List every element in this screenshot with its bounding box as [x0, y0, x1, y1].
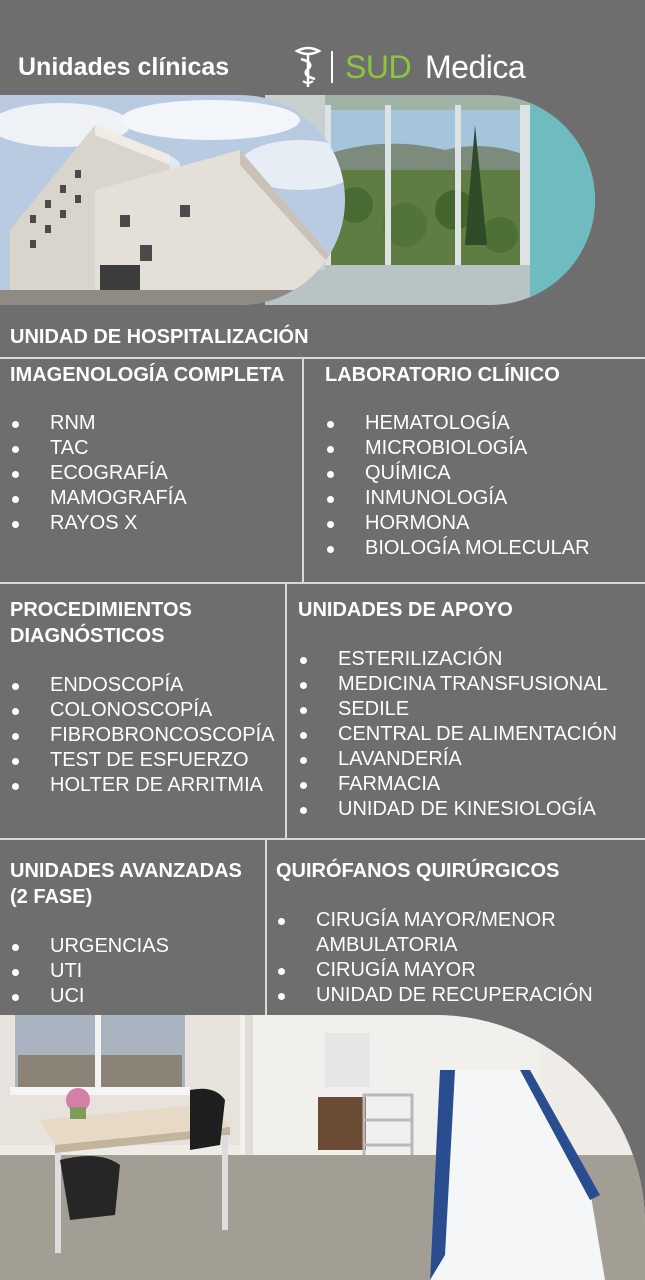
- list-item: HOLTER DE ARRITMIA: [10, 773, 274, 798]
- list-item: CIRUGÍA MAYOR/MENOR AMBULATORIA: [276, 908, 576, 958]
- avanzadas-list: [10, 934, 169, 1009]
- list-item: BIOLOGÍA MOLECULAR: [325, 536, 590, 561]
- procedimientos-title-line2: DIAGNÓSTICOS: [10, 625, 165, 647]
- sudmedica-logo: [293, 45, 553, 89]
- list-item: LAVANDERÍA: [298, 747, 617, 772]
- caduceus-logo-icon: [293, 45, 323, 89]
- list-item: SEDILE: [298, 697, 617, 722]
- list-item: QUÍMICA: [325, 461, 590, 486]
- list-item: UTI: [10, 959, 169, 984]
- laboratorio-list: [325, 411, 590, 561]
- list-item: ECOGRAFÍA: [10, 461, 187, 486]
- list-item: MEDICINA TRANSFUSIONAL: [298, 672, 617, 697]
- divider: [302, 358, 304, 583]
- list-item: TAC: [10, 436, 187, 461]
- hospital-building-photo: [0, 95, 345, 305]
- list-item: RAYOS X: [10, 511, 187, 536]
- procedimientos-list: [10, 673, 274, 798]
- header: [0, 0, 645, 95]
- apoyo-title: UNIDADES DE APOYO: [298, 599, 513, 621]
- list-item: HORMONA: [325, 511, 590, 536]
- laboratorio-title: LABORATORIO CLÍNICO: [325, 364, 560, 386]
- divider: [0, 357, 645, 359]
- list-item: MAMOGRAFÍA: [10, 486, 187, 511]
- imagenologia-title: IMAGENOLOGÍA COMPLETA: [10, 364, 285, 386]
- list-item: UNIDAD DE KINESIOLOGÍA: [298, 797, 617, 822]
- procedimientos-title: [10, 597, 192, 649]
- list-item: UCI: [10, 984, 169, 1009]
- consultation-room-photo: [0, 1015, 645, 1280]
- avanzadas-title: [10, 858, 242, 910]
- quirofanos-list: [276, 908, 636, 1008]
- logo-divider: [331, 51, 333, 83]
- list-item: TEST DE ESFUERZO: [10, 748, 274, 773]
- list-item: COLONOSCOPÍA: [10, 698, 274, 723]
- divider: [285, 583, 287, 838]
- list-item: MICROBIOLOGÍA: [325, 436, 590, 461]
- avanzadas-title-line2: (2 FASE): [10, 886, 93, 908]
- logo-text-sud: SUD: [345, 49, 412, 85]
- list-item: HEMATOLOGÍA: [325, 411, 590, 436]
- list-item: INMUNOLOGÍA: [325, 486, 590, 511]
- list-item: CIRUGÍA MAYOR: [276, 958, 636, 983]
- apoyo-list: [298, 647, 617, 822]
- list-item: URGENCIAS: [10, 934, 169, 959]
- list-item: RNM: [10, 411, 187, 436]
- logo-text-medica: Medica: [425, 49, 526, 85]
- divider: [0, 838, 645, 840]
- list-item: ESTERILIZACIÓN: [298, 647, 617, 672]
- avanzadas-title-line1: UNIDADES AVANZADAS: [10, 860, 242, 882]
- divider: [265, 839, 267, 1015]
- list-item: FIBROBRONCOSCOPÍA: [10, 723, 274, 748]
- divider: [0, 582, 645, 584]
- list-item: FARMACIA: [298, 772, 617, 797]
- quirofanos-title: QUIRÓFANOS QUIRÚRGICOS: [276, 860, 560, 882]
- page-title: Unidades clínicas: [18, 53, 230, 81]
- imagenologia-list: [10, 411, 187, 536]
- procedimientos-title-line1: PROCEDIMIENTOS: [10, 599, 192, 621]
- list-item: ENDOSCOPÍA: [10, 673, 274, 698]
- list-item: UNIDAD DE RECUPERACIÓN: [276, 983, 636, 1008]
- section-title: UNIDAD DE HOSPITALIZACIÓN: [10, 326, 309, 348]
- list-item: CENTRAL DE ALIMENTACIÓN: [298, 722, 617, 747]
